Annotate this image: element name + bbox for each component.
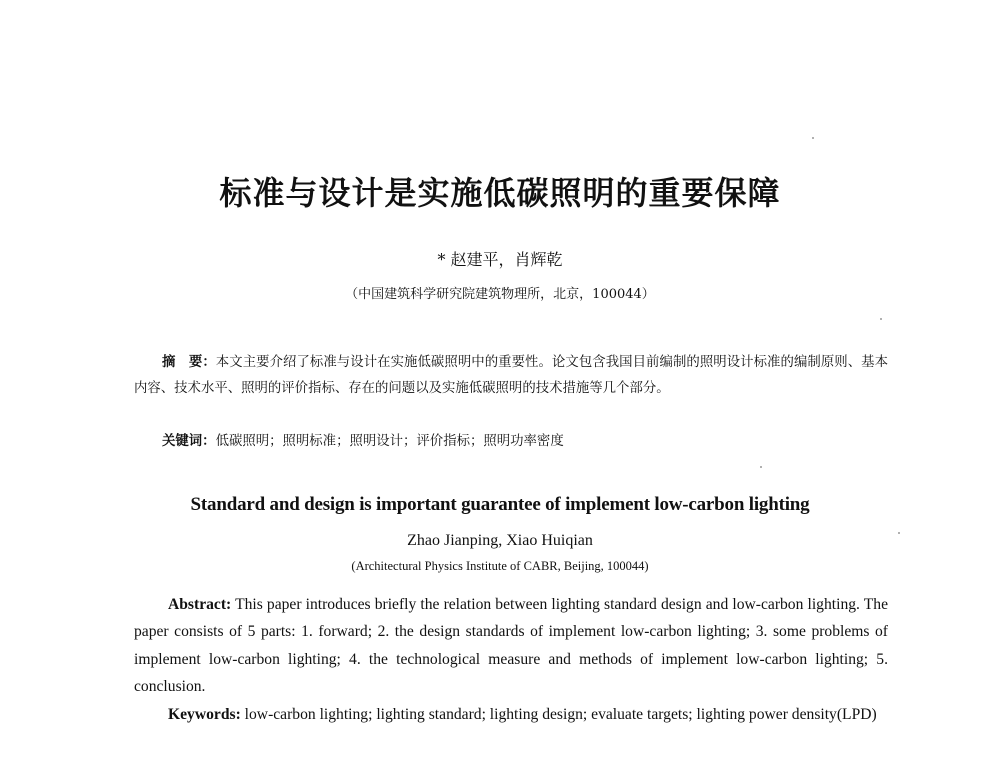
chinese-authors: * 赵建平，肖辉乾 — [437, 250, 563, 269]
chinese-keywords-label: 关键词： — [162, 434, 216, 449]
scan-speck — [880, 318, 882, 320]
chinese-affiliation: （中国建筑科学研究院建筑物理所，北京，100044） — [345, 287, 655, 302]
english-keywords-text: low-carbon lighting; lighting standard; lighting design; evaluate targets; lighting power density(LPD) — [244, 706, 877, 723]
english-abstract-label: Abstract: — [168, 596, 232, 613]
english-authors: Zhao Jianping, Xiao Huiqian — [407, 532, 593, 549]
english-keywords-label: Keywords: — [168, 706, 241, 723]
english-abstract — [134, 591, 888, 701]
scan-speck — [812, 137, 814, 139]
chinese-title: 标准与设计是实施低碳照明的重要保障 — [219, 174, 781, 212]
chinese-abstract-label: 摘 要： — [162, 355, 216, 370]
english-keywords — [134, 701, 888, 728]
english-title: Standard and design is important guarantee of implement low-carbon lighting — [190, 494, 810, 515]
scan-speck — [760, 466, 762, 468]
chinese-abstract — [134, 350, 888, 402]
chinese-keywords-text: 低碳照明；照明标准；照明设计；评价指标；照明功率密度 — [215, 434, 564, 449]
scan-speck — [898, 532, 900, 534]
chinese-abstract-text: 本文主要介绍了标准与设计在实施低碳照明中的重要性。论文包含我国目前编制的照明设计标准的编制原则、基本内容、技术水平、照明的评价指标、存在的问题以及实施低碳照明的技术措施等几个部分。 — [134, 355, 889, 396]
english-abstract-text: This paper introduces briefly the relation between lighting standard design and low-carbon lighting. The paper consists of 5 parts: 1. forward; 2. the design standards of implement low-carbon lighting; 3. some problems of implement low-carbon lighting; 4. the technological measure and methods of implement low-carbon lighting; 5. conclusion. — [134, 596, 889, 696]
chinese-keywords — [162, 432, 888, 452]
english-affiliation: (Architectural Physics Institute of CABR, Beijing, 100044) — [351, 559, 649, 573]
